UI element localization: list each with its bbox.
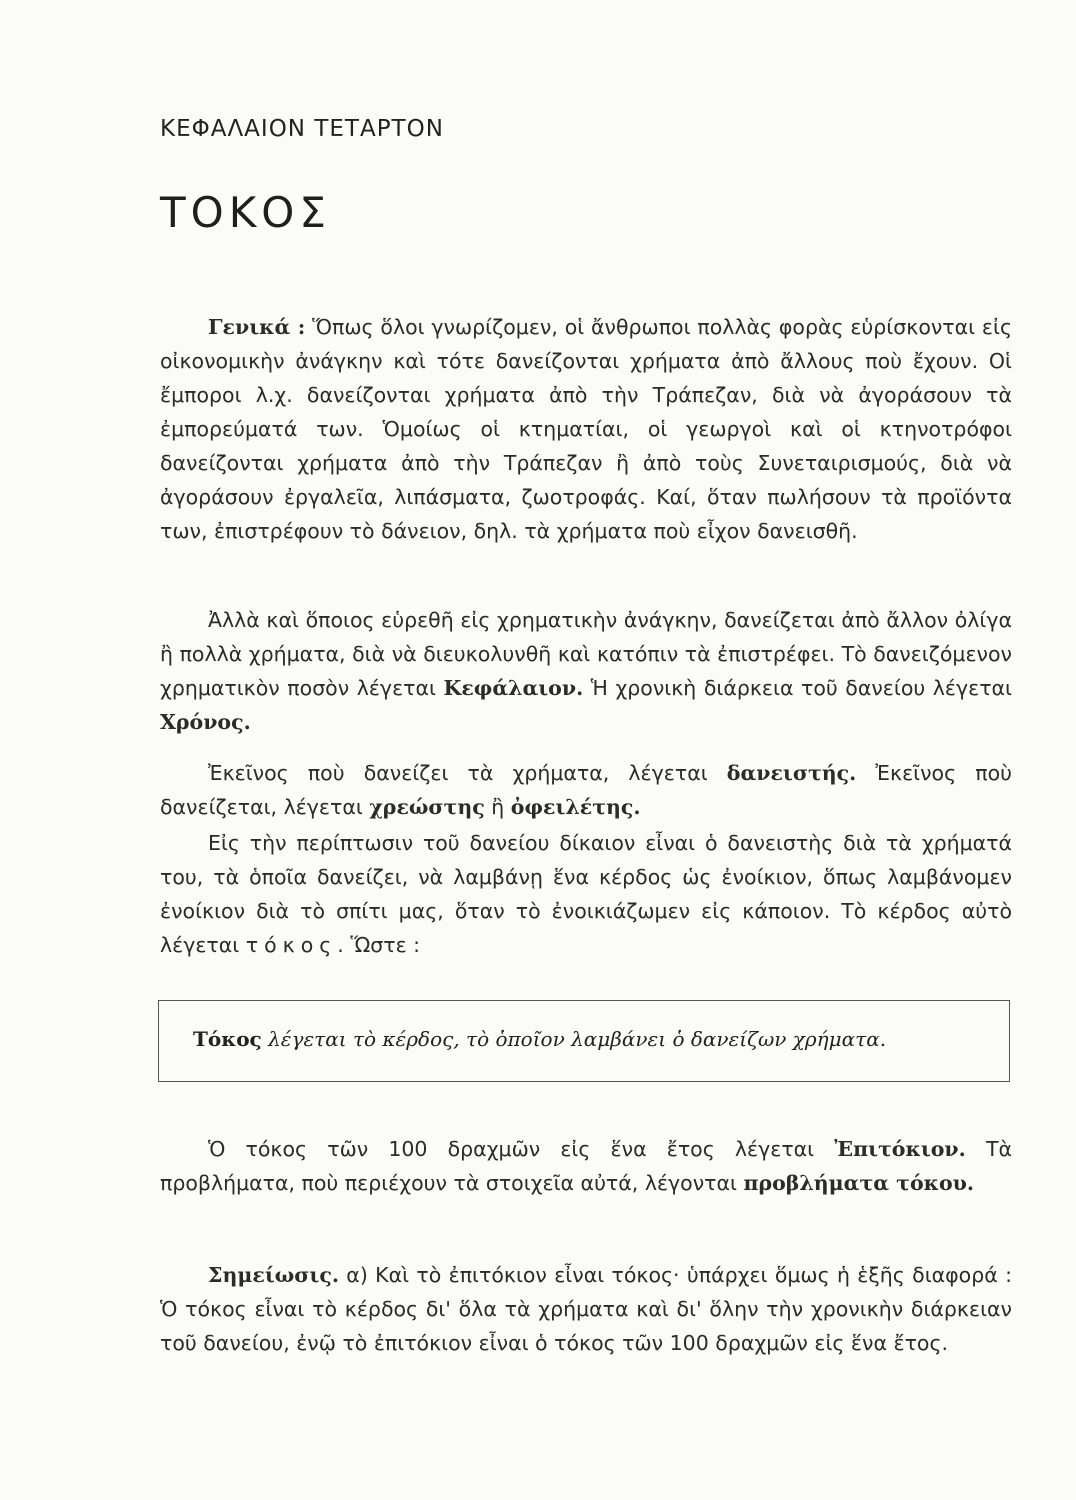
paragraph-text: Τὰ προβλήματα, ποὺ περιέχουν τὰ στοιχεῖα αὐτά, λέγονται	[160, 1137, 1012, 1195]
term-obligor: ὀφειλέτης.	[510, 795, 641, 819]
term-debtor: χρεώστης	[369, 795, 485, 819]
paragraph-text: Εἰς τὴν περίπτωσιν τοῦ δανείου δίκαιον εἶναι ὁ δανειστὴς διὰ τὰ χρήματά του, τὰ ὁποῖα δανείζει, νὰ λαμβάνῃ ἕνα κέρδος ὡς ἐνοίκιον, ὅπως λαμβάνομεν ἐνοίκιον διὰ τὸ σπίτι μας, ὅταν τὸ ἐνοικιάζωμεν εἰς κάποιον. Τὸ κέρδος αὐτὸ λέγεται	[160, 831, 1012, 957]
paragraph-text: Ἡ χρονικὴ διάρκεια τοῦ δανείου λέγεται	[583, 676, 1012, 700]
paragraph-lead: Γενικά :	[208, 315, 306, 339]
page-title: ΤΟΚΟΣ	[160, 188, 331, 237]
paragraph-text: ἢ	[484, 795, 511, 819]
term-lender: δανειστής.	[726, 761, 857, 785]
definition-box	[158, 1000, 1010, 1082]
paragraph-rate	[160, 1132, 1012, 1200]
paragraph-text: Ἐκεῖνος ποὺ δανείζει τὰ χρήματα, λέγεται	[208, 761, 727, 785]
definition-term: Τόκος	[193, 1027, 262, 1051]
paragraph-note	[160, 1258, 1012, 1360]
definition-body: λέγεται τὸ κέρδος, τὸ ὁποῖον λαμβάνει ὁ δανείζων χρήματα.	[261, 1027, 887, 1051]
paragraph-text: α) Καὶ τὸ ἐπιτόκιον εἶναι τόκος· ὑπάρχει ὅμως ἡ ἑξῆς διαφορά : Ὁ τόκος εἶναι τὸ κέρδος δι' ὅλα τὰ χρήματα καὶ δι' ὅλην τὴν χρονικὴν διάρκειαν τοῦ δανείου, ἐνῷ τὸ ἐπιτόκιον εἶναι ὁ τόκος τῶν 100 δραχμῶν εἰς ἕνα ἔτος.	[160, 1263, 1012, 1355]
term-time: Χρόνος.	[160, 710, 251, 734]
paragraph-text: . Ὥστε :	[337, 933, 421, 957]
chapter-heading: ΚΕΦΑΛΑΙΟΝ ΤΕΤΑΡΤΟΝ	[160, 116, 444, 142]
definition-text	[193, 1027, 886, 1051]
term-rate: Ἐπιτόκιον.	[834, 1137, 966, 1161]
paragraph-capital	[160, 603, 1012, 739]
paragraph-lender	[160, 756, 1012, 824]
paragraph-general	[160, 310, 1012, 548]
term-interest-spaced: τόκος	[245, 933, 338, 957]
note-lead: Σημείωσις.	[208, 1263, 339, 1287]
paragraph-text: Ἀλλὰ καὶ ὅποιος εὑρεθῆ εἰς χρηματικὴν ἀνάγκην, δανείζεται ἀπὸ ἄλλον ὀλίγα ἢ πολλὰ χρήματα, διὰ νὰ διευκολυνθῆ καὶ κατόπιν τὰ ἐπιστρέφει. Τὸ δανειζόμενον χρηματικὸν ποσὸν λέγεται	[160, 608, 1012, 700]
paragraph-interest	[160, 826, 1012, 962]
term-problems: προβλήματα τόκου.	[743, 1171, 975, 1195]
paragraph-text: Ὁ τόκος τῶν 100 δραχμῶν εἰς ἕνα ἔτος λέγεται	[208, 1137, 835, 1161]
paragraph-text: Ὅπως ὅλοι γνωρίζομεν, οἱ ἄνθρωποι πολλὰς φορὰς εὑρίσκονται εἰς οἰκονομικὴν ἀνάγκην καὶ τότε δανείζονται χρήματα ἀπὸ ἄλλους ποὺ ἔχουν. Οἱ ἔμποροι λ.χ. δανείζονται χρήματα ἀπὸ τὴν Τράπεζαν, διὰ νὰ ἀγοράσουν τὰ ἐμπορεύματά των. Ὁμοίως οἱ κτηματίαι, οἱ γεωργοὶ καὶ οἱ κτηνοτρόφοι δανείζονται χρήματα ἀπὸ τὴν Τράπεζαν ἢ ἀπὸ τοὺς Συνεταιρισμούς, διὰ νὰ ἀγοράσουν ἐργαλεῖα, λιπάσματα, ζωοτροφάς. Καί, ὅταν πωλήσουν τὰ προϊόντα των, ἐπιστρέφουν τὸ δάνειον, δηλ. τὰ χρήματα ποὺ εἶχον δανεισθῆ.	[160, 315, 1012, 543]
paragraph-text: Ἐκεῖνος ποὺ δανείζεται, λέγεται	[160, 761, 1012, 819]
term-capital: Κεφάλαιον.	[443, 676, 584, 700]
